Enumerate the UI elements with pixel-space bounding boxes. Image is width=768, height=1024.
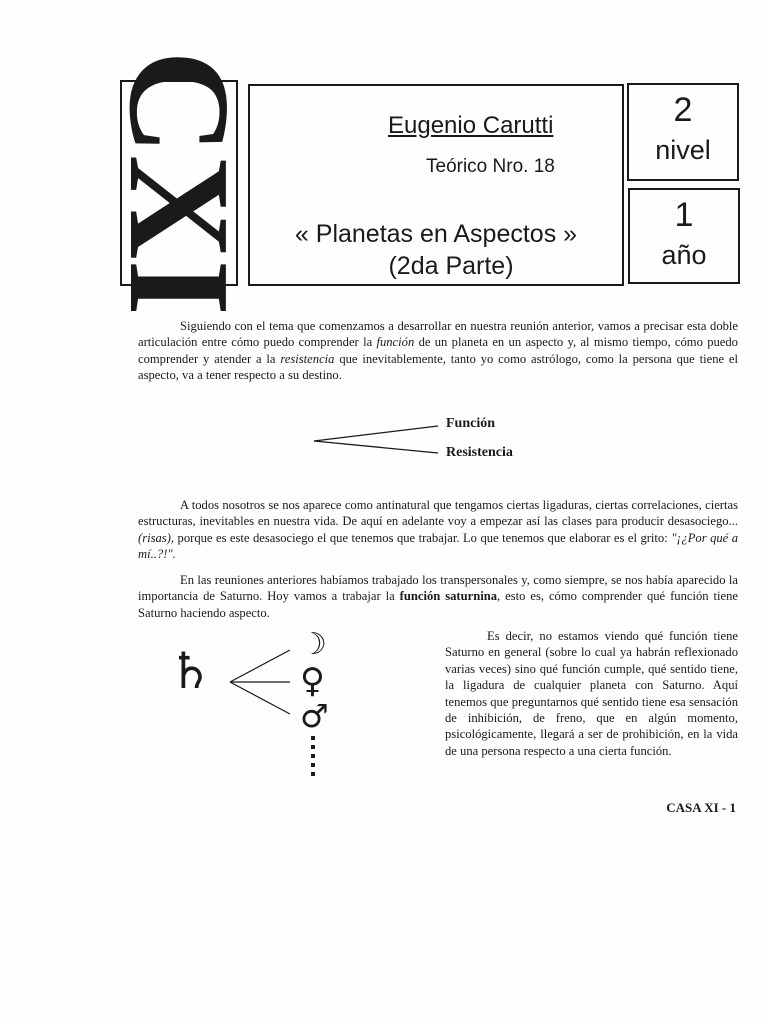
topic-part: (2da Parte) (388, 252, 514, 280)
level-box (627, 83, 739, 181)
continuation-dots (308, 734, 318, 782)
paragraph-4: Es decir, no estamos viendo qué función tiene Saturno en general (sobre lo cual ya habrán reflexionado varias veces) sino qué función cumple, qué sentido tiene, la ligadura de cualquier planeta con Saturno. Aquí tenemos que preguntarnos qué sentido tiene esa sensación de inhibición, de freno, que en algún momento, psicológicamente, llegará a ser de prohibición, en la vida de una persona respecto a una cierta función. (445, 629, 738, 758)
page-footer: CASA XI - 1 (666, 800, 736, 815)
function-resistance-diagram (310, 418, 440, 468)
logo-box (99, 50, 259, 316)
mars-symbol-icon: ♂ (300, 697, 329, 735)
title-box (248, 84, 624, 286)
year-label: año (661, 240, 707, 270)
level-label: nivel (655, 135, 711, 165)
paragraph-1: Siguiendo con el tema que comenzamos a desarrollar en nuestra reunión anterior, vamos a precisar esta doble articulación entre cómo puedo comprender la función de un planeta en un aspecto y, al mismo tiempo, cómo puedo comprender y atender a la resistencia que inevitablemente, tanto yo como astrólogo, como la persona que tiene el aspecto, va a tener respecto a su destino. (138, 319, 738, 383)
lecture-number: Teórico Nro. 18 (426, 156, 555, 177)
logo-text: CXI (99, 50, 259, 316)
aspect-lines (228, 646, 292, 718)
cxi-logo (99, 50, 259, 316)
level-number: 2 (673, 91, 693, 129)
function-label: Función (446, 416, 496, 431)
paragraph-3: En las reuniones anteriores habíamos trabajado los transpersonales y, como siempre, se nos había aparecido la importancia de Saturno. Hoy vamos a trabajar la función saturnina, esto es, cómo comprender qué función tiene Saturno haciendo aspecto. (138, 573, 738, 620)
paragraph-2: A todos nosotros se nos aparece como antinatural que tengamos ciertas ligaduras, ciertas correlaciones, ciertas estructuras, inevitables en nuestra vida. De aquí en adelante voy a empezar así las clases para producir desasociego... (risas), porque es este desasociego el que tenemos que trabajar. Lo que tenemos que elaborar es el grito: "¡¿Por qué a mí..?!". (138, 498, 739, 562)
author-name: Eugenio Carutti (388, 112, 554, 139)
year-number: 1 (674, 196, 694, 234)
saturn-symbol-icon: ♄ (168, 642, 213, 700)
resistance-label: Resistencia (446, 445, 513, 460)
topic-title: « Planetas en Aspectos » (294, 220, 578, 248)
moon-symbol-icon: ☽ (300, 627, 327, 662)
venus-symbol-icon: ♀ (300, 661, 325, 701)
year-box (628, 188, 740, 284)
